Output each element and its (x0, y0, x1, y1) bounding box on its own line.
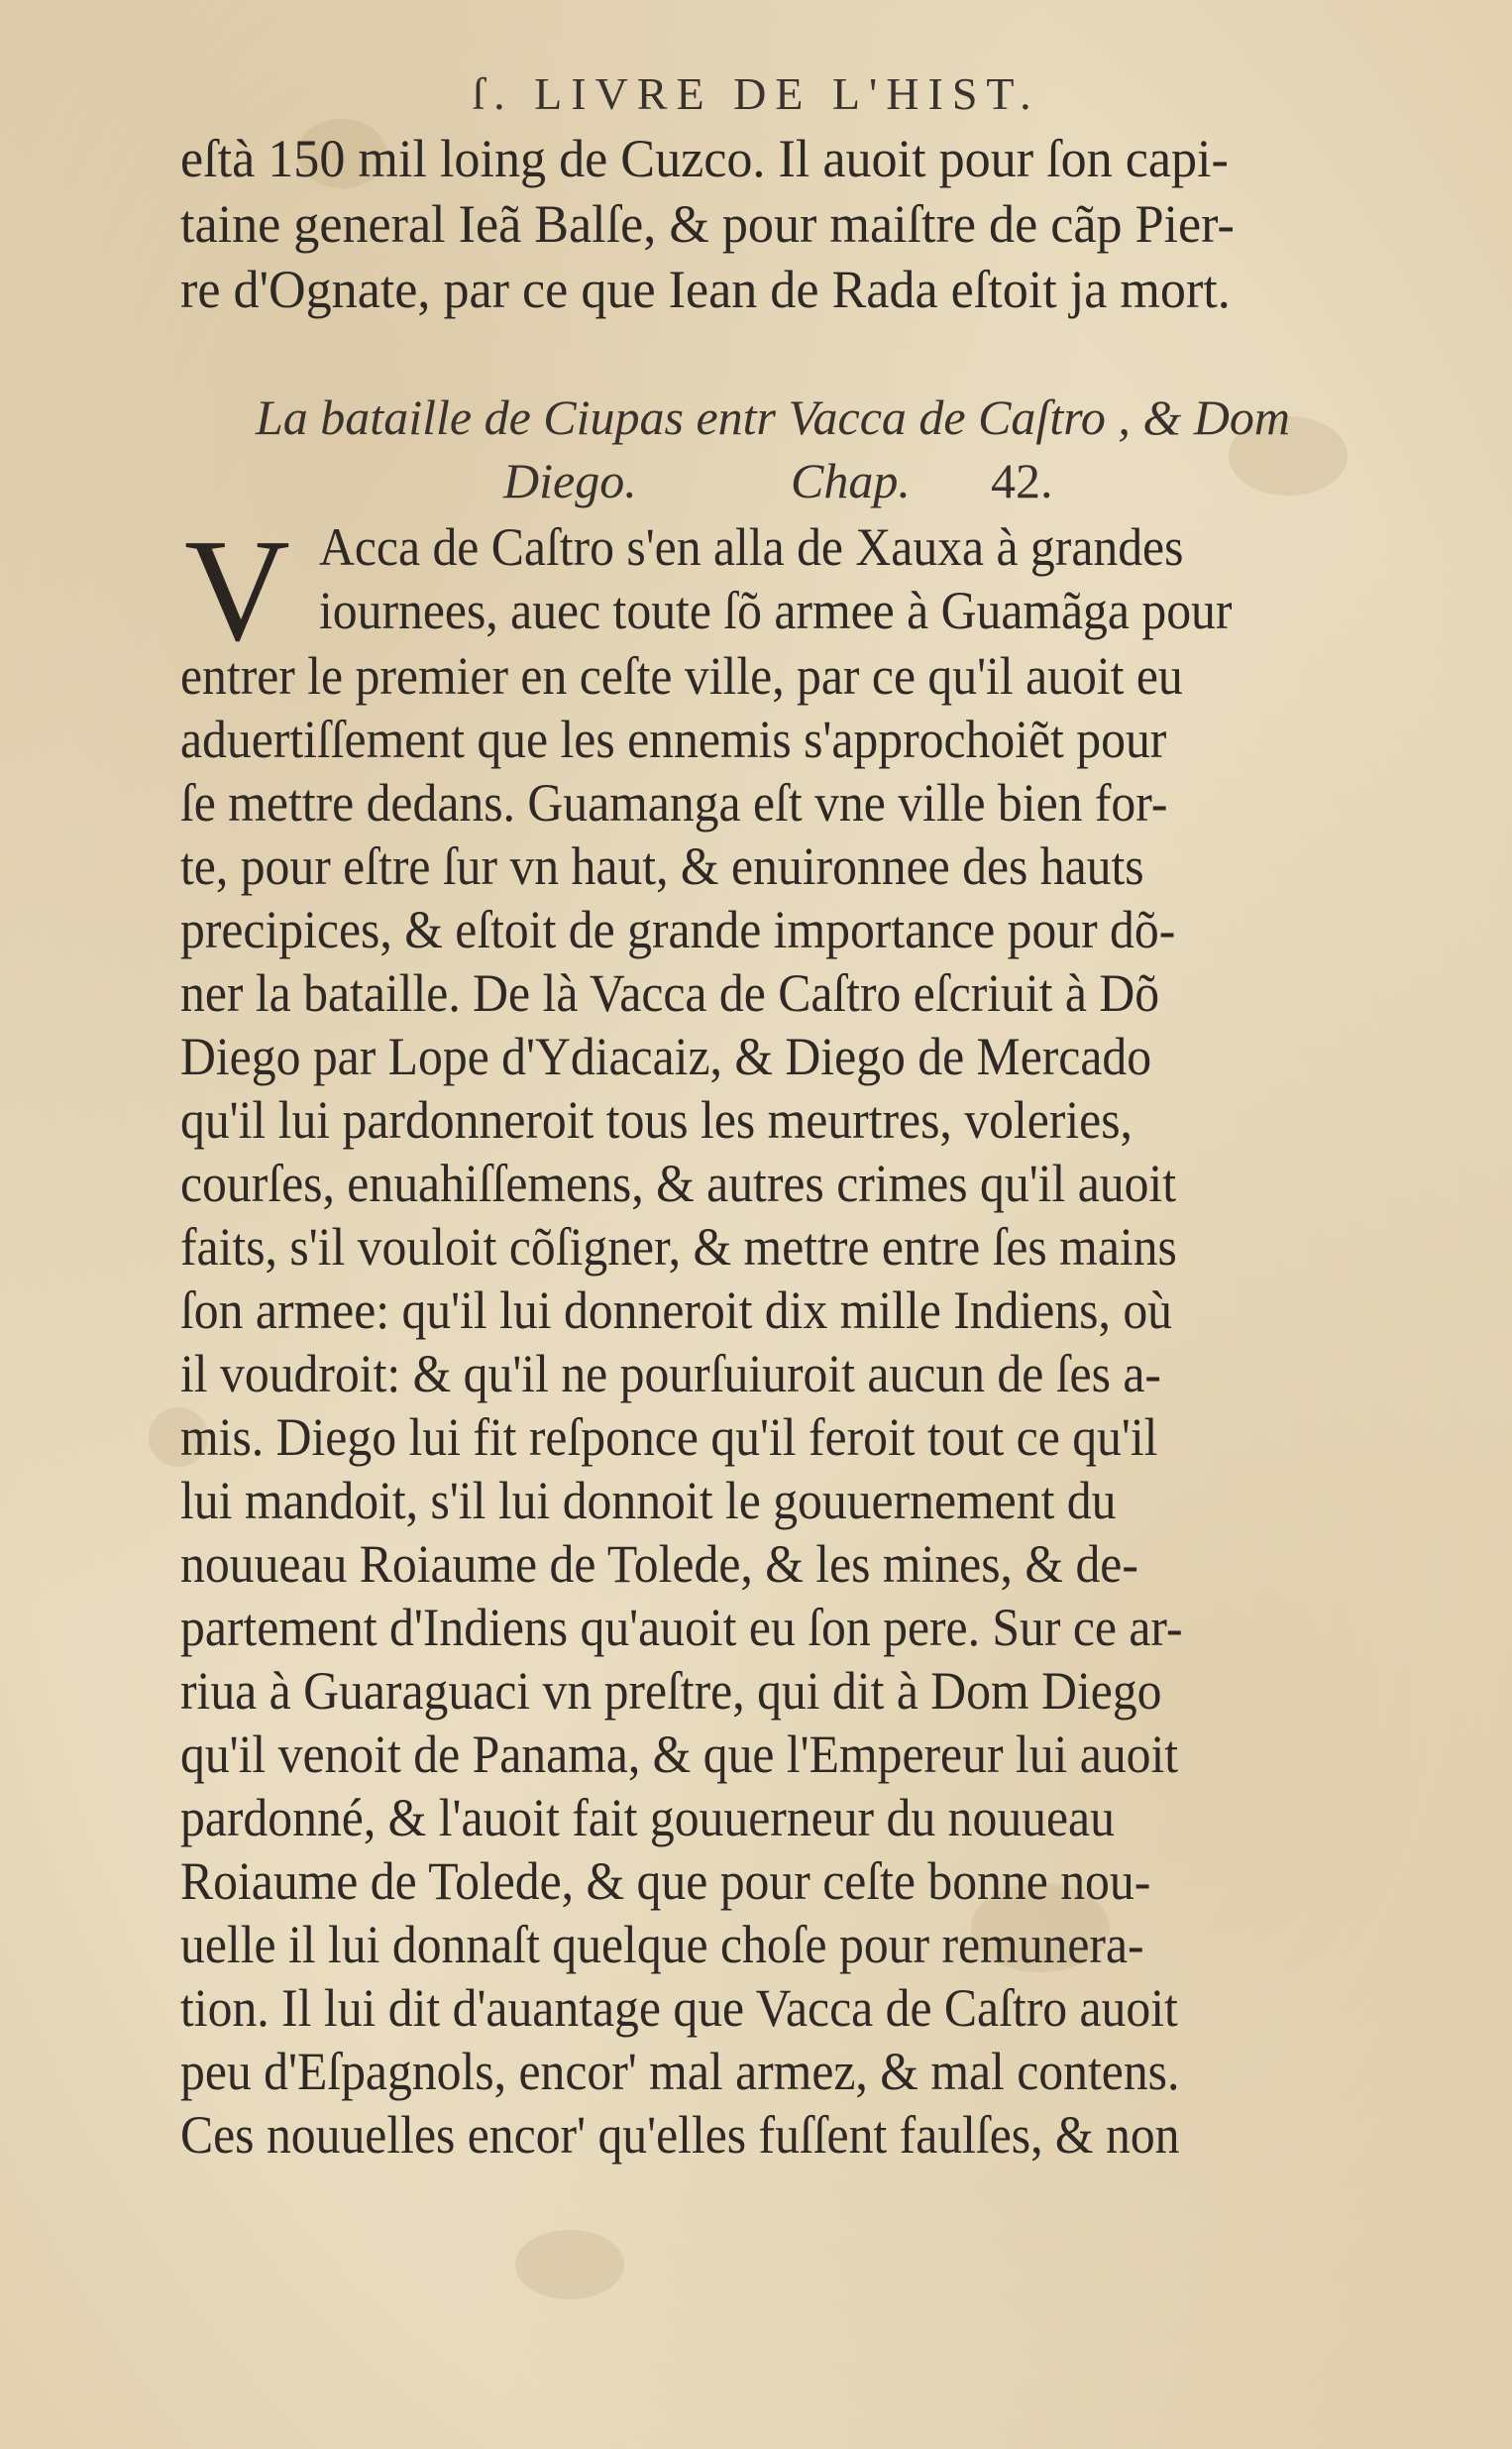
text-line: qu'il lui pardonneroit tous les meurtres, voleries, (180, 1090, 1133, 1150)
chapter-number: 42. (991, 453, 1053, 508)
drop-cap: V (184, 509, 290, 672)
text-line: il voudroit: & qu'il ne pourſuiuroit aucun de ſes a- (180, 1344, 1161, 1403)
text-line: ſon armee: qu'il lui donneroit dix mille Indiens, où (180, 1280, 1173, 1340)
text-line: Diego par Lope d'Ydiacaiz, & Diego de Mercado (180, 1027, 1152, 1086)
text-line: mis. Diego lui fit reſponce qu'il feroit tout ce qu'il (180, 1407, 1158, 1467)
text-line: eſtà 150 mil loing de Cuzco. Il auoit pour ſon capi- (180, 129, 1229, 188)
text-line: faits, s'il vouloit cõſigner, & mettre entre ſes mains (180, 1217, 1177, 1277)
text-line: Acca de Caſtro s'en alla de Xauxa à grandes (319, 517, 1184, 577)
text-line: qu'il venoit de Panama, & que l'Empereur lui auoit (180, 1725, 1179, 1784)
text-line: courſes, enuahiſſemens, & autres crimes qu'il auoit (180, 1154, 1177, 1213)
text-line: Roiaume de Tolede, & que pour ceſte bonne nou- (180, 1851, 1151, 1911)
chapter-label: Chap. (791, 453, 911, 508)
text-line: riua à Guaraguaci vn preſtre, qui dit à Dom Diego (180, 1661, 1162, 1721)
chapter-title-continued: Diego. (503, 453, 637, 508)
text-line: partement d'Indiens qu'auoit eu ſon pere. Sur ce ar- (180, 1598, 1183, 1657)
text-line: pardonné, & l'auoit fait gouuerneur du nouueau (180, 1788, 1115, 1847)
text-line: precipices, & eſtoit de grande importance pour dõ- (180, 900, 1176, 959)
text-line: Ces nouuelles encor' qu'elles fuſſent faulſes, & non (180, 2105, 1180, 2165)
text-line: aduertiſſement que les ennemis s'approchoiẽt pour (180, 710, 1167, 769)
text-line: ſe mettre dedans. Guamanga eſt vne ville bien for- (180, 773, 1168, 833)
text-line: lui mandoit, s'il lui donnoit le gouuernement du (180, 1471, 1117, 1530)
chapter-title: La bataille de Ciupas entr Vacca de Caſtro , & Dom (256, 390, 1290, 445)
text-line: nouueau Roiaume de Tolede, & les mines, & de- (180, 1534, 1138, 1594)
running-head: ſ. LIVRE DE L'HIST. (472, 68, 1040, 119)
text-line: uelle il lui donnaſt quelque choſe pour remunera- (180, 1915, 1144, 1974)
text-line: re d'Ognate, par ce que Iean de Rada eſtoit ja mort. (180, 260, 1231, 319)
paper-stain (515, 2230, 624, 2299)
text-line: taine general Ieã Balſe, & pour maiſtre de cãp Pier- (180, 194, 1235, 254)
text-line: te, pour eſtre ſur vn haut, & enuironnee des hauts (180, 836, 1144, 896)
text-line: tion. Il lui dit d'auantage que Vacca de Caſtro auoit (180, 1978, 1178, 2038)
text-line: entrer le premier en ceſte ville, par ce qu'il auoit eu (180, 646, 1183, 706)
text-line: ner la bataille. De là Vacca de Caſtro eſcriuit à Dõ (180, 963, 1160, 1023)
text-line: iournees, auec toute ſõ armee à Guamãga pour (319, 581, 1233, 640)
text-line: peu d'Eſpagnols, encor' mal armez, & mal contens. (180, 2042, 1180, 2101)
